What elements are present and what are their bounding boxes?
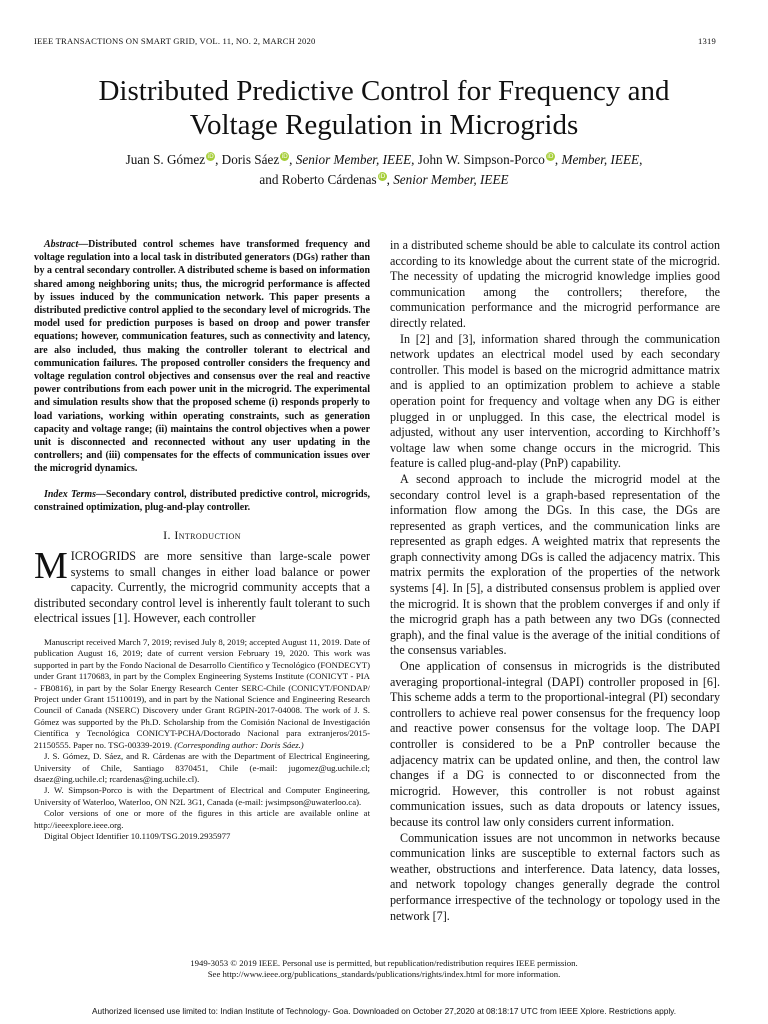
index-terms-text: —Secondary control, distributed predictive control, microgrids, constrained optimization, plug-and-play controller.: [34, 488, 370, 513]
footnote-affiliation-1: J. S. Gómez, D. Sáez, and R. Cárdenas are with the Department of Electrical Engineering, University of Chile, Santiago 8370451, Chile (e-mail: jugomez@ug.uchile.cl; dsaez@ing.uchile.cl; rcardenas@ing.uchile.cl).: [34, 751, 370, 784]
author-name: Juan S. Gómez: [125, 152, 206, 167]
title-line-2: Voltage Regulation in Microgrids: [189, 109, 579, 141]
section-title: Introduction: [174, 528, 241, 543]
section-heading: [34, 528, 370, 543]
footnote-color: Color versions of one or more of the figures in this article are available online at http://ieeexplore.ieee.org.: [34, 808, 370, 830]
author-name: and Roberto Cárdenas: [259, 172, 377, 187]
intro-caps: ICROGRIDS: [70, 549, 136, 564]
author-role: Senior Member, IEEE: [393, 172, 509, 187]
footnote-text: Manuscript received March 7, 2019; revised July 8, 2019; accepted August 11, 2019. Date of publication August 16, 2019; date of current version February 19, 2020. This work was supported in part by the Fondo Nacional de Desarrollo Científico y Tecnológico (FONDECYT) under Grant 1170683, in part by the Complex Engineering Systems Institute (CONICYT - PIA - FB0816), in part by the Solar Energy Research Center SERC-Chile (CONICYT/FONDAP/ Project under Grant 15110019), and in part by the National Science and Engineering Research Council of Canada (NSERC) Discovery under Grant RGPIN-2017-04008. The work of J. S. Gómez was supported by the Ph.D. Scholarship from the Comisión Nacional de Investigación Científica y Tecnológica CONICYT-PCHA/Doctorado Nacional para extranjeros/2015-21150555. Paper no. TSG-00339-2019.: [34, 637, 370, 750]
intro-text: are more sensitive than large-scale power systems to small changes in either load balance or power capacity. Currently, the microgrid community accepts that a distributed secondary control level is inherently fault tolerant to such electrical issues [1]. However, each controller: [34, 549, 370, 626]
abstract-text: —Distributed control schemes have transformed frequency and voltage regulation into a local task in distributed generators (DGs) rather than by a central secondary controller. A distributed scheme is based on information shared among neighboring units; thus, the microgrid performance is affected by issues induced by the communication network. This paper presents a distributed predictive control applied to the secondary level of microgrids. The model used for prediction purposes is based on droop and power transfer equations; however, communication features, such as connectivity and latency, are also included, thus making the controller tolerant to electrical and communication failures. The proposed controller considers the frequency and voltage regulation control objectives and consensus over the real and reactive power contributions from each power unit in the microgrid. The experimental and simulation results show that the proposed scheme (i) responds properly to load variations, working within operating constraints, such as generation capacity and voltage range; (ii) maintains the control objectives when a power unit is disconnected and reconnected without any user updating in the controllers; and (iii) compensates for the effects of communication issues over the microgrid dynamics.: [34, 239, 370, 475]
author-role: Member, IEEE: [561, 152, 640, 167]
paper-title: [40, 74, 728, 142]
body-paragraph: A second approach to include the microgrid model at the secondary control level is a graph-based representation of the information flow among the DGs. In this case, the DGs are represented as graph vertices, and the communication links are represented as graph edges. A weighted matrix that represents the graph connectivity among DGs is called the adjacency matrix. This matrix permits the exploration of the properties of the network systems [4]. In [5], a distributed consensus problem is applied over the microgrid. It is shown that the problem converges if and only if the microgrid graph has a path between any two DGs (connected graph), and the final value is the average of the initial conditions of the consensus variables.: [390, 471, 720, 658]
body-paragraph: in a distributed scheme should be able to calculate its control action according to its knowledge about the current state of the microgrid. The necessity of updating the microgrid knowledge implies good communication among the controllers; therefore, the communication performance and the microgrid performance are directly related.: [390, 238, 720, 330]
footnotes: [34, 637, 370, 842]
abstract: [34, 238, 370, 476]
author-name: Doris Sáez: [221, 152, 280, 167]
section-number: I.: [163, 528, 171, 543]
body-paragraph: One application of consensus in microgrids is the distributed averaging proportional-integral (DAPI) controller proposed in [6]. This scheme adds a term to the proportional-integral (PI) secondary controllers to achieve real power consensus for the frequency loop and reactive power consensus for the voltage loop. The DAPI controller is considered to be a PnP controller because the adjacency matrix can be updated online, and then, the control law changes if a DG is connected to or disconnected from the microgrid. However, this controller is not robust against communication issues, such as data dropouts or latency issues, because its control law only considers current information.: [390, 659, 720, 829]
author-list: Juan S. Gómez iD, Doris Sáez iD, Senior Member, IEEE, John W. Simpson-Porco iD, Member, IEEE, and Roberto Cárdenas iD, Senior Member, IEEE: [125, 152, 643, 187]
index-terms-label: Index Terms: [44, 488, 96, 500]
title-line-1: Distributed Predictive Control for Frequency and: [98, 75, 670, 107]
index-terms: [34, 488, 370, 514]
intro-paragraph: [34, 545, 370, 627]
page-number: 1319: [698, 36, 716, 46]
orcid-icon[interactable]: iD: [378, 173, 386, 180]
author-role: Senior Member, IEEE: [295, 152, 412, 167]
copyright-notice: [0, 958, 768, 980]
orcid-icon[interactable]: iD: [547, 153, 554, 160]
drop-cap: M: [34, 545, 68, 588]
footnote-affiliation-2: J. W. Simpson-Porco is with the Department of Electrical and Computer Engineering, University of Waterloo, Waterloo, ON N2L 3G1, Canada (e-mail: jwsimpson@uwaterloo.ca).: [34, 785, 370, 807]
left-column: [34, 238, 370, 842]
body-paragraph: In [2] and [3], information shared through the communication network updates an electrical model used by each secondary controller. This model is based on the microgrid admittance matrix and is applied to an optimization problem to achieve a stable operation point for frequency and voltage when any DG is either plugged in or unplugged. In this case, the electrical model is adjusted, without any user intervention, according to Kirchhoff’s voltage law when some change occurs in the microgrid. This feature is called plug-and-play (PnP) capability.: [390, 331, 720, 471]
authorized-use-notice: Authorized licensed use limited to: Indian Institute of Technology- Goa. Downloaded on October 27,2020 at 08:18:17 UTC from IEEE Xplore. Restrictions apply.: [91, 1006, 677, 1016]
running-head: [34, 36, 716, 46]
author-name: John W. Simpson-Porco: [417, 152, 545, 167]
abstract-label: Abstract: [44, 239, 79, 250]
footnote-doi: Digital Object Identifier 10.1109/TSG.2019.2935977: [44, 830, 231, 841]
journal-name: IEEE TRANSACTIONS ON SMART GRID, VOL. 11, NO. 2, MARCH 2020: [34, 36, 316, 46]
footnote-manuscript: [34, 637, 370, 751]
orcid-icon[interactable]: iD: [207, 153, 214, 160]
orcid-icon[interactable]: iD: [281, 153, 288, 160]
copyright-line-1: 1949-3053 © 2019 IEEE. Personal use is permitted, but republication/redistribution requires IEEE permission.: [190, 958, 578, 968]
footnote-corresponding: (Corresponding author: Doris Sáez.): [174, 739, 304, 750]
body-paragraph: Communication issues are not uncommon in networks because communication links are susceptible to external factors such as weather, obstructions and interference. Data latency, data losses, and network topology changes generally degrade the control performance irrespective of the technology or topology used in the network [7].: [390, 830, 720, 923]
right-column: [390, 238, 720, 924]
copyright-line-2: See http://www.ieee.org/publications_standards/publications/rights/index.html for more information.: [207, 969, 561, 980]
